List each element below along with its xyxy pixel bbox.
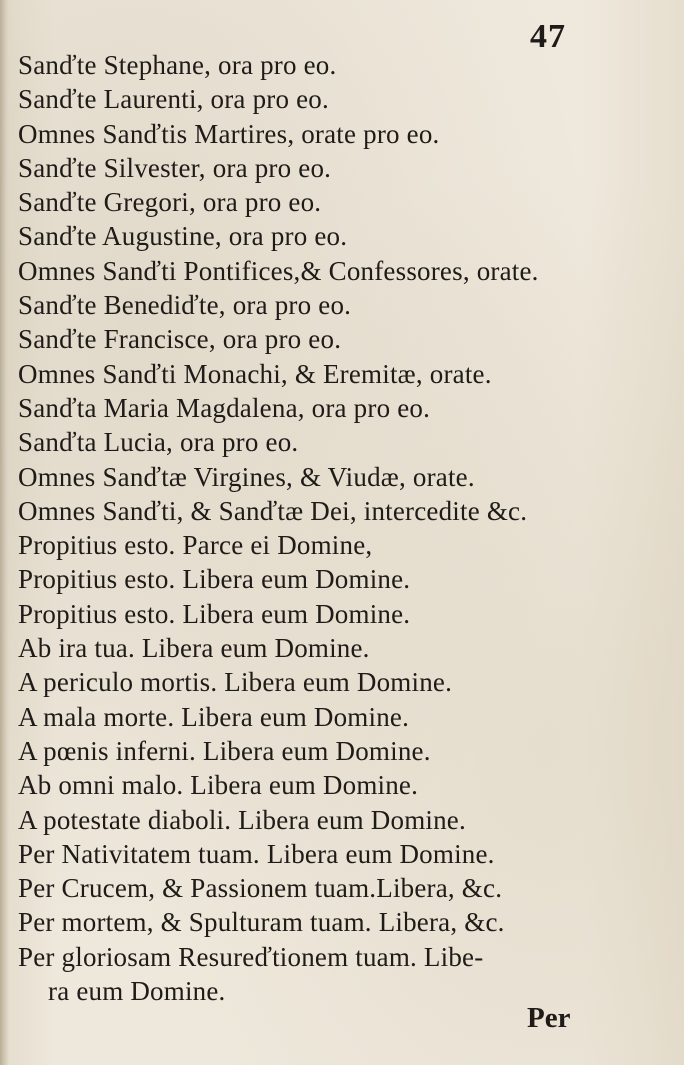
text-line-20: A mala morte. Libera eum Domine.	[18, 701, 410, 732]
text-line-17: Propitius esto. Libera eum Domine.	[18, 598, 411, 629]
text-line-6: Sanďte Augustine, ora pro eo.	[18, 221, 348, 252]
page-number: 47	[530, 18, 566, 55]
page-gutter-edge	[0, 0, 9, 1065]
text-line-25: Per Crucem, & Passionem tuam.Libera, &c.	[18, 873, 503, 904]
text-line-19: A periculo mortis. Libera eum Domine.	[18, 667, 453, 698]
text-line-27: Per gloriosam Resureďtionem tuam. Libe-	[18, 941, 484, 972]
text-line-18: Ab ira tua. Libera eum Domine.	[18, 633, 370, 664]
text-line-12: Sanďta Lucia, ora pro eo.	[18, 427, 299, 458]
text-line-13: Omnes Sanďtæ Virgines, & Viudæ, orate.	[18, 461, 475, 492]
text-line-5: Sanďte Gregori, ora pro eo.	[18, 187, 322, 218]
text-line-24: Per Nativitatem tuam. Libera eum Domine.	[18, 838, 495, 869]
litany-text	[18, 48, 658, 1008]
text-line-8: Sanďte Benediďte, ora pro eo.	[18, 290, 352, 321]
text-line-23: A potestate diaboli. Libera eum Domine.	[18, 804, 466, 835]
catchword: Per	[527, 1002, 571, 1034]
text-line-9: Sanďte Francisce, ora pro eo.	[18, 324, 342, 355]
text-line-7: Omnes Sanďti Pontifices,& Confessores, orate.	[18, 255, 539, 286]
text-line-22: Ab omni malo. Libera eum Domine.	[18, 770, 419, 801]
text-line-10: Omnes Sanďti Monachi, & Eremitæ, orate.	[18, 358, 492, 389]
text-line-2: Sanďte Laurenti, ora pro eo.	[18, 84, 329, 115]
text-line-16: Propitius esto. Libera eum Domine.	[18, 564, 411, 595]
text-line-28: ra eum Domine.	[48, 976, 226, 1007]
text-line-3: Omnes Sanďtis Martires, orate pro eo.	[18, 118, 440, 149]
text-line-4: Sanďte Silvester, ora pro eo.	[18, 152, 332, 183]
text-line-14: Omnes Sanďti, & Sanďtæ Dei, intercedite &c.	[18, 495, 528, 526]
text-line-26: Per mortem, & Spulturam tuam. Libera, &c.	[18, 907, 505, 938]
text-line-11: Sanďta Maria Magdalena, ora pro eo.	[18, 392, 431, 423]
text-line-21: A pœnis inferni. Libera eum Domine.	[18, 735, 431, 766]
text-line-1: Sanďte Stephane, ora pro eo.	[18, 50, 337, 80]
text-line-15: Propitius esto. Parce ei Domine,	[18, 530, 373, 561]
